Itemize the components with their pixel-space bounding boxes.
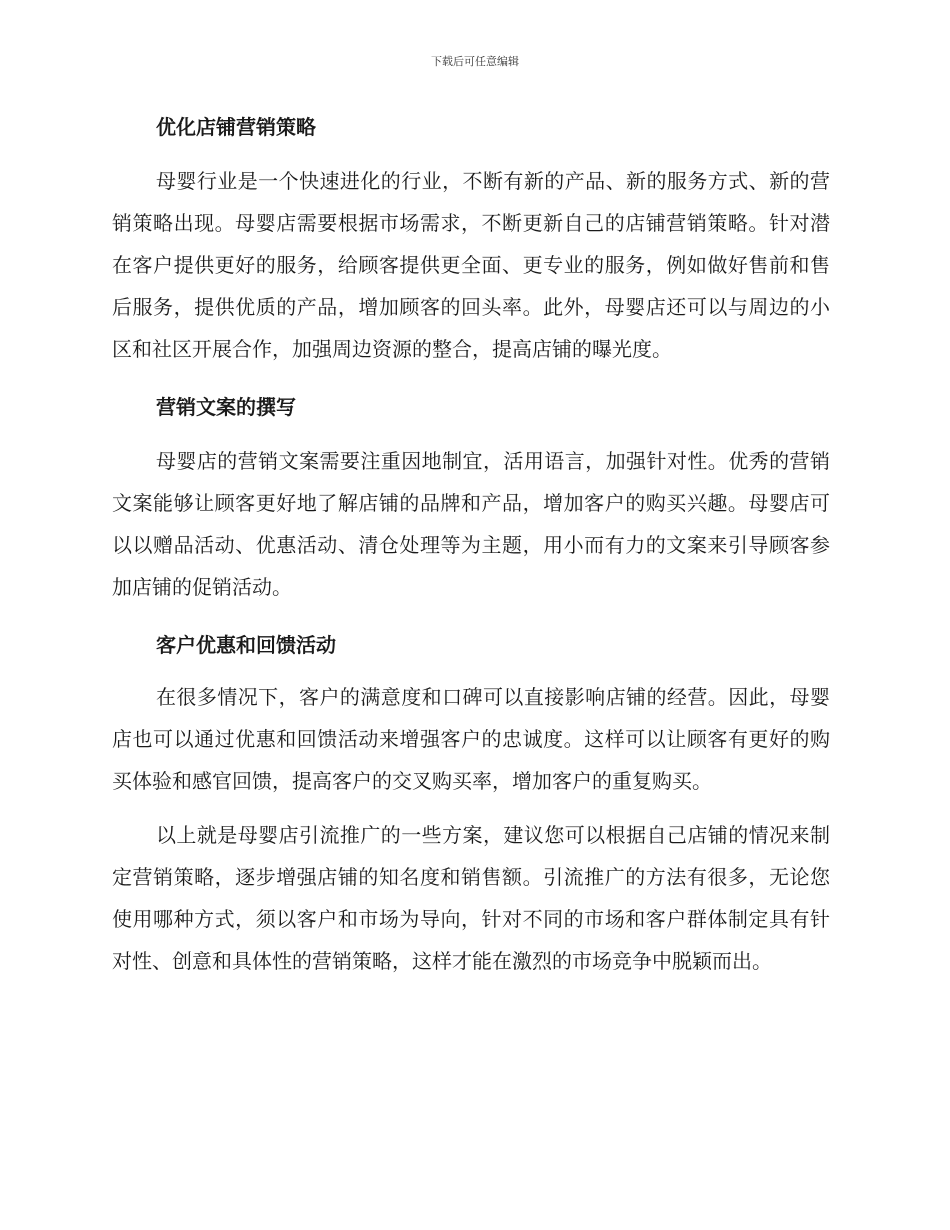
conclusion-paragraph: 以上就是母婴店引流推广的一些方案，建议您可以根据自己店铺的情况来制定营销策略，逐步增强店铺的知名度和销售额。引流推广的方法有很多，无论您使用哪种方式，须以客户和市场为导向，针对不同的市场和客户群体制定具有针对性、创意和具体性的营销策略，这样才能在激烈的市场竞争中脱颖而出。 <box>112 823 830 973</box>
section-paragraph-copywriting: 母婴店的营销文案需要注重因地制宜，活用语言，加强针对性。优秀的营销文案能够让顾客更好地了解店铺的品牌和产品，增加客户的购买兴趣。母婴店可以以赠品活动、优惠活动、清仓处理等为主题，用小而有力的文案来引导顾客参加店铺的促销活动。 <box>112 449 830 599</box>
section-paragraph-customer-rewards: 在很多情况下，客户的满意度和口碑可以直接影响店铺的经营。因此，母婴店也可以通过优惠和回馈活动来增强客户的忠诚度。这样可以让顾客有更好的购买体验和感官回馈，提高客户的交叉购买率，增加客户的重复购买。 <box>112 685 830 793</box>
section-heading-copywriting: 营销文案的撰写 <box>156 395 296 419</box>
section-heading-optimize-strategy: 优化店铺营销策略 <box>156 115 316 139</box>
section-paragraph-optimize-strategy: 母婴行业是一个快速进化的行业，不断有新的产品、新的服务方式、新的营销策略出现。母婴店需要根据市场需求，不断更新自己的店铺营销策略。针对潜在客户提供更好的服务，给顾客提供更全面、更专业的服务，例如做好售前和售后服务，提供优质的产品，增加顾客的回头率。此外，母婴店还可以与周边的小区和社区开展合作，加强周边资源的整合，提高店铺的曝光度。 <box>112 169 830 361</box>
section-heading-customer-rewards: 客户优惠和回馈活动 <box>156 633 336 657</box>
document-body <box>112 112 830 982</box>
page-header: 下载后可任意编辑 <box>431 55 519 68</box>
